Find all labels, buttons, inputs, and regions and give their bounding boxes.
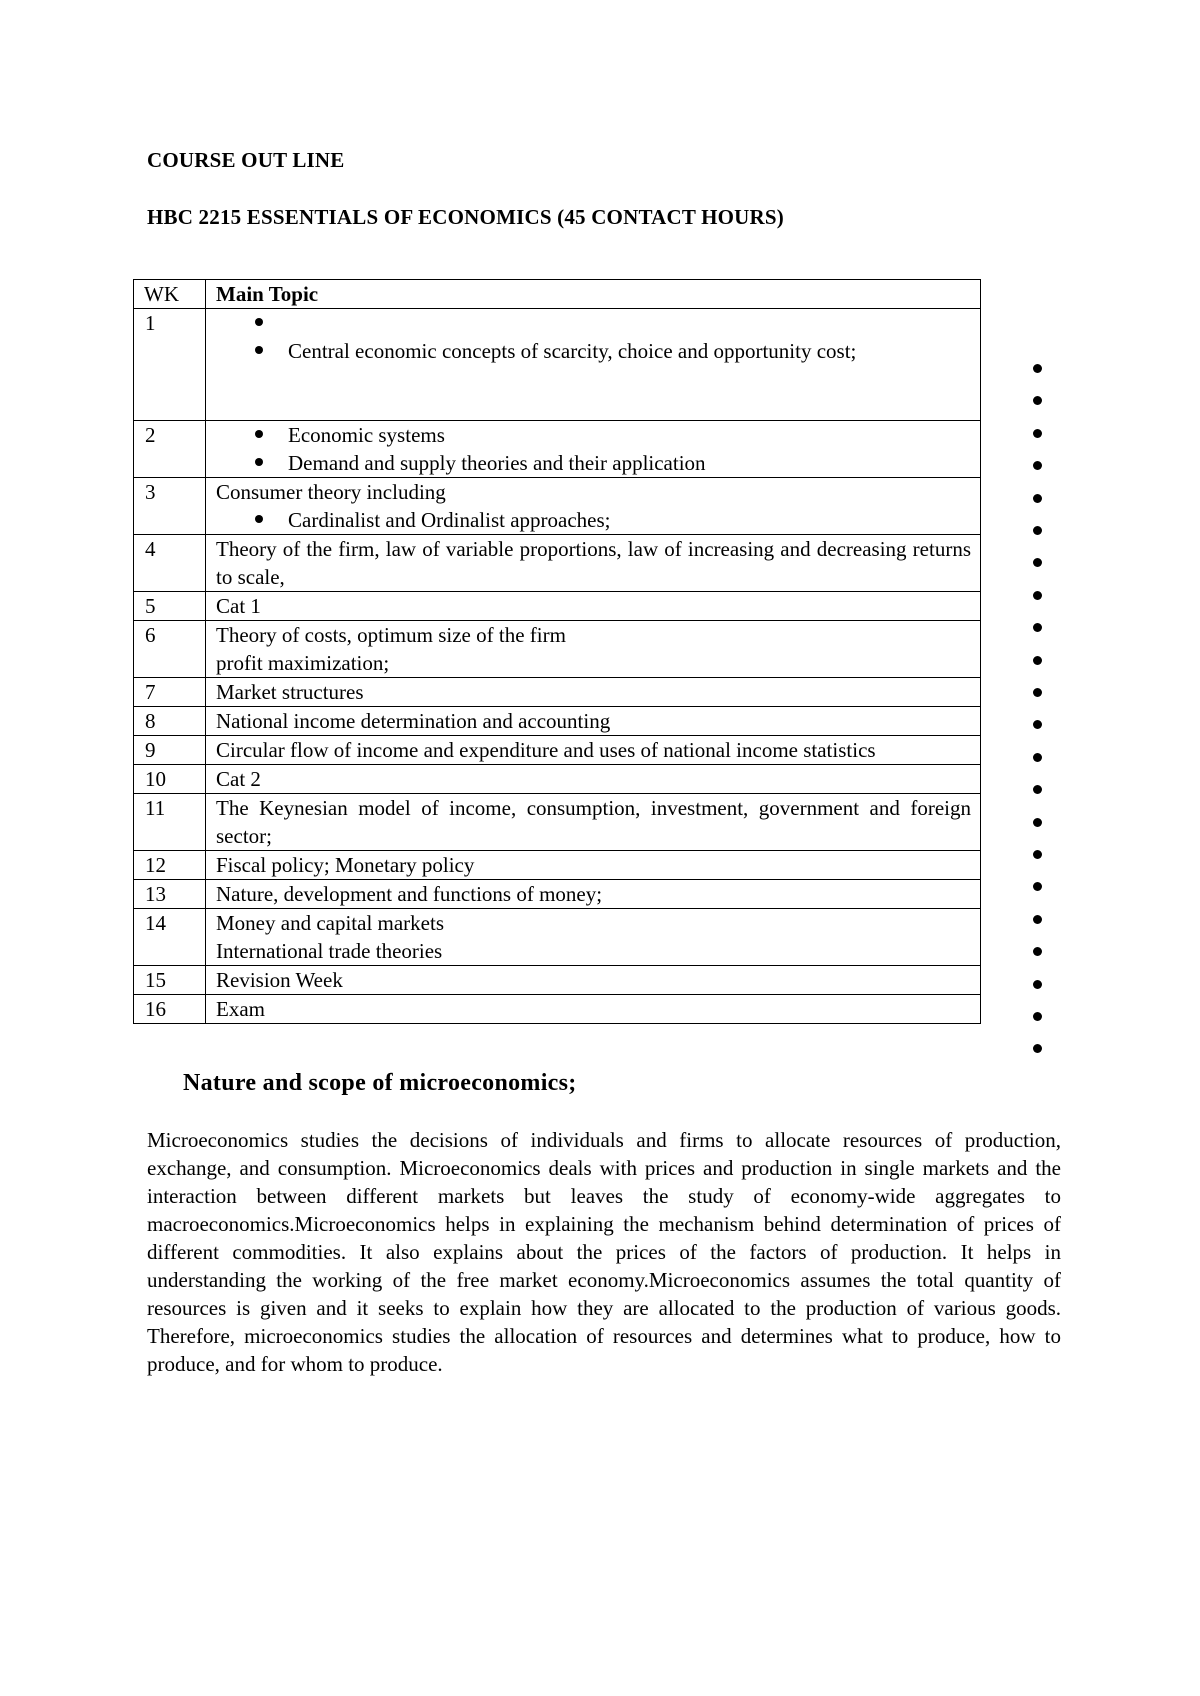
topic-text: Revision Week [206, 966, 981, 995]
week-number: 13 [134, 880, 206, 909]
topic-text: Cat 2 [206, 765, 981, 794]
topic-cell [206, 421, 981, 478]
week-number: 1 [134, 309, 206, 421]
bullet-icon [1033, 980, 1042, 989]
topic-text: Money and capital markets [216, 911, 445, 935]
table-row [134, 995, 981, 1024]
table-row [134, 794, 981, 851]
table-row [134, 851, 981, 880]
table-row [134, 478, 981, 535]
topic-bullet: Economic systems [288, 421, 971, 449]
topic-text: Theory of costs, optimum size of the firm [216, 623, 566, 647]
bullet-icon [1033, 558, 1042, 567]
table-row [134, 736, 981, 765]
week-number: 5 [134, 592, 206, 621]
topic-text: The Keynesian model of income, consumption, investment, government and foreign sector; [206, 794, 981, 851]
bullet-icon [1033, 850, 1042, 859]
week-number: 7 [134, 678, 206, 707]
topic-bullet [288, 309, 971, 337]
topic-bullet: Cardinalist and Ordinalist approaches; [288, 506, 971, 534]
week-number: 4 [134, 535, 206, 592]
bullet-icon [1033, 915, 1042, 924]
week-number: 16 [134, 995, 206, 1024]
bullet-icon [1033, 461, 1042, 470]
topic-text: Circular flow of income and expenditure and uses of national income statistics [206, 736, 981, 765]
table-header-row [134, 280, 981, 309]
bullet-icon [1033, 396, 1042, 405]
week-number: 14 [134, 909, 206, 966]
topic-text: Market structures [206, 678, 981, 707]
section-title: Nature and scope of microeconomics; [183, 1070, 577, 1096]
week-number: 8 [134, 707, 206, 736]
bullet-icon [1033, 364, 1042, 373]
header-main-topic-label: Main Topic [216, 282, 319, 306]
bullet-icon [1033, 882, 1042, 891]
topic-text: National income determination and accounting [206, 707, 981, 736]
table-row [134, 880, 981, 909]
topic-text: Exam [206, 995, 981, 1024]
table-row [134, 592, 981, 621]
topic-bullet-list [216, 506, 971, 534]
bullet-icon [1033, 785, 1042, 794]
topic-bullet: Demand and supply theories and their application [288, 449, 971, 477]
bullet-icon [1033, 753, 1042, 762]
week-number: 2 [134, 421, 206, 478]
table-row [134, 421, 981, 478]
table-row [134, 678, 981, 707]
bullet-icon [1033, 591, 1042, 600]
bullet-icon [1033, 429, 1042, 438]
topic-cell [206, 621, 981, 678]
table-row [134, 621, 981, 678]
topic-text: Theory of the firm, law of variable proportions, law of increasing and decreasing returns to scale, [206, 535, 981, 592]
course-heading: HBC 2215 ESSENTIALS OF ECONOMICS (45 CONTACT HOURS) [147, 205, 784, 229]
topic-cell [206, 309, 981, 421]
bullet-icon [1033, 1012, 1042, 1021]
table-row [134, 765, 981, 794]
document-title: COURSE OUT LINE [147, 148, 345, 172]
topic-text: profit maximization; [216, 651, 390, 675]
header-main-topic [206, 280, 981, 309]
bullet-icon [1033, 623, 1042, 632]
bullet-icon [1033, 656, 1042, 665]
bullet-icon [1033, 818, 1042, 827]
week-number: 12 [134, 851, 206, 880]
bullet-icon [1033, 1044, 1042, 1053]
topic-cell [206, 478, 981, 535]
week-number: 15 [134, 966, 206, 995]
topic-bullet-list [216, 309, 971, 365]
topic-cell [206, 909, 981, 966]
header-wk: WK [134, 280, 206, 309]
topic-text: Fiscal policy; Monetary policy [206, 851, 981, 880]
table-row [134, 966, 981, 995]
topic-text: Nature, development and functions of money; [206, 880, 981, 909]
week-number: 3 [134, 478, 206, 535]
bullet-icon [1033, 947, 1042, 956]
bullet-icon [1033, 720, 1042, 729]
table-row [134, 535, 981, 592]
topic-text: Cat 1 [206, 592, 981, 621]
topic-text: International trade theories [216, 939, 443, 963]
week-number: 9 [134, 736, 206, 765]
table-row [134, 309, 981, 421]
week-number: 6 [134, 621, 206, 678]
week-number: 11 [134, 794, 206, 851]
week-number: 10 [134, 765, 206, 794]
course-outline-table [133, 279, 981, 1024]
table-row [134, 707, 981, 736]
table-row [134, 909, 981, 966]
topic-bullet: Central economic concepts of scarcity, choice and opportunity cost; [288, 337, 971, 365]
bullet-icon [1033, 688, 1042, 697]
section-body: Microeconomics studies the decisions of individuals and firms to allocate resources of production, exchange, and consumption. Microeconomics deals with prices and production in single markets and the interaction between different markets but leaves the study of economy-wide aggregates to macroeconomics.Microeconomics helps in explaining the mechanism behind determination of prices of different commodities. It also explains about the prices of the factors of production. It helps in understanding the working of the free market economy.Microeconomics assumes the total quantity of resources is given and it seeks to explain how they are allocated to the production of various goods. Therefore, microeconomics studies the allocation of resources and determines what to produce, how to produce, and for whom to produce. [147, 1128, 1061, 1376]
bullet-icon [1033, 494, 1042, 503]
topic-text: Consumer theory including [216, 480, 446, 504]
bullet-icon [1033, 526, 1042, 535]
topic-bullet-list [216, 421, 971, 477]
